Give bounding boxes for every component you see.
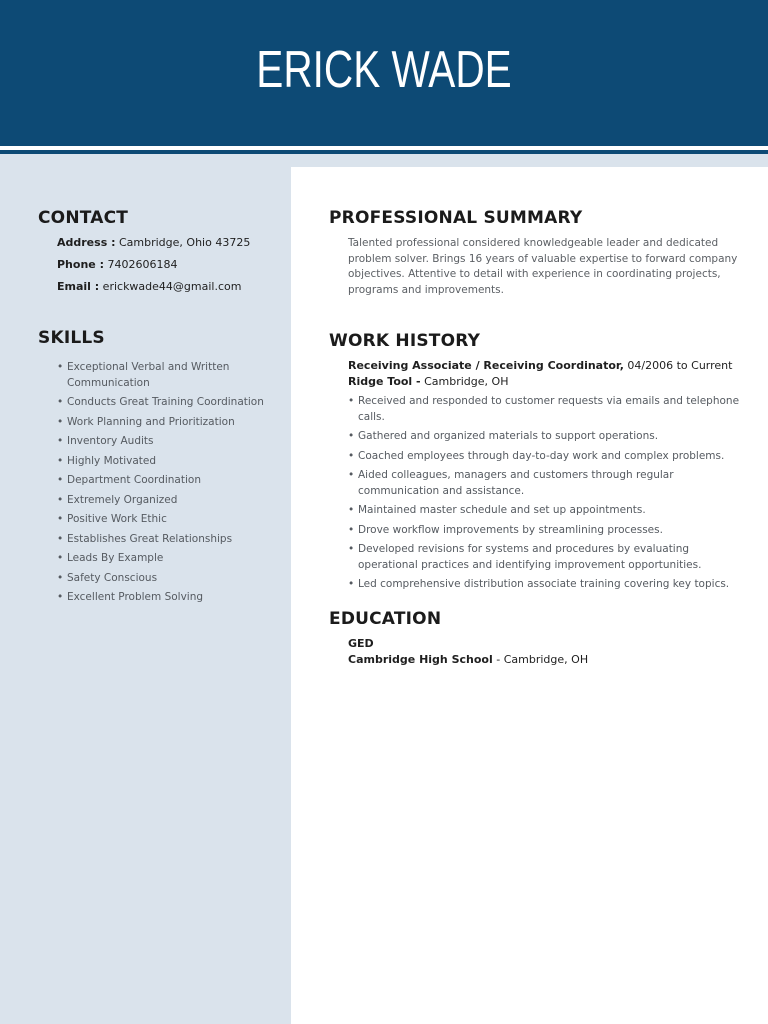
job-duty-item: • Drove workflow improvements by streamlining processes.: [348, 523, 743, 539]
skill-item: • Excellent Problem Solving: [57, 590, 282, 606]
address-label: Address :: [57, 236, 116, 249]
job-duty-item: • Maintained master schedule and set up appointments.: [348, 503, 743, 519]
email-value: erickwade44@gmail.com: [102, 280, 242, 293]
candidate-name: ERICK WADE: [256, 41, 512, 99]
job-company-line: [348, 375, 508, 388]
skills-list: [57, 360, 282, 610]
education-degree: GED: [348, 637, 374, 650]
job-duty-item: • Coached employees through day-to-day work and complex problems.: [348, 449, 743, 465]
job-duty-item: • Developed revisions for systems and procedures by evaluating operational practices and identifying improvement opportunities.: [348, 542, 743, 573]
skill-item: • Department Coordination: [57, 473, 282, 489]
skill-item: • Leads By Example: [57, 551, 282, 567]
job-duty-item: • Received and responded to customer requests via emails and telephone calls.: [348, 394, 743, 425]
phone-label: Phone :: [57, 258, 104, 271]
skill-item: • Work Planning and Prioritization: [57, 415, 282, 431]
skill-item: • Highly Motivated: [57, 454, 282, 470]
education-school: Cambridge High School: [348, 653, 493, 666]
education-separator: -: [496, 653, 501, 666]
phone-value: 7402606184: [107, 258, 178, 271]
job-duty-item: • Led comprehensive distribution associate training covering key topics.: [348, 577, 743, 593]
work-history-heading: WORK HISTORY: [329, 331, 481, 351]
skill-item: • Positive Work Ethic: [57, 512, 282, 528]
job-title: Receiving Associate / Receiving Coordinator,: [348, 359, 624, 372]
email-label: Email :: [57, 280, 100, 293]
header-divider-light: [0, 154, 768, 167]
skill-item: • Establishes Great Relationships: [57, 532, 282, 548]
job-duties-list: [348, 394, 743, 597]
skills-heading: SKILLS: [38, 328, 105, 348]
skill-item: • Conducts Great Training Coordination: [57, 395, 282, 411]
education-heading: EDUCATION: [329, 609, 442, 629]
skill-item: • Inventory Audits: [57, 434, 282, 450]
job-title-line: [348, 359, 732, 372]
summary-heading: PROFESSIONAL SUMMARY: [329, 208, 583, 228]
skill-item: • Safety Conscious: [57, 571, 282, 587]
job-duty-item: • Aided colleagues, managers and customers through regular communication and assistance.: [348, 468, 743, 499]
skill-item: • Exceptional Verbal and Written Communication: [57, 360, 282, 391]
summary-text: Talented professional considered knowledgeable leader and dedicated problem solver. Brings 16 years of valuable expertise to forward company objectives. Attentive to detail with experience in coordinating projects, programs and improvements.: [348, 237, 738, 296]
education-location: Cambridge, OH: [503, 653, 589, 666]
contact-phone: [57, 258, 177, 271]
header-banner: [0, 0, 768, 146]
contact-address: [57, 236, 250, 249]
contact-heading: CONTACT: [38, 208, 129, 228]
job-duty-item: • Gathered and organized materials to support operations.: [348, 429, 743, 445]
contact-email: [57, 280, 241, 293]
job-dates: 04/2006 to Current: [627, 359, 733, 372]
education-school-line: [348, 653, 588, 666]
address-value: Cambridge, Ohio 43725: [118, 236, 251, 249]
job-location: Cambridge, OH: [424, 375, 509, 388]
job-company: Ridge Tool -: [348, 375, 421, 388]
skill-item: • Extremely Organized: [57, 493, 282, 509]
